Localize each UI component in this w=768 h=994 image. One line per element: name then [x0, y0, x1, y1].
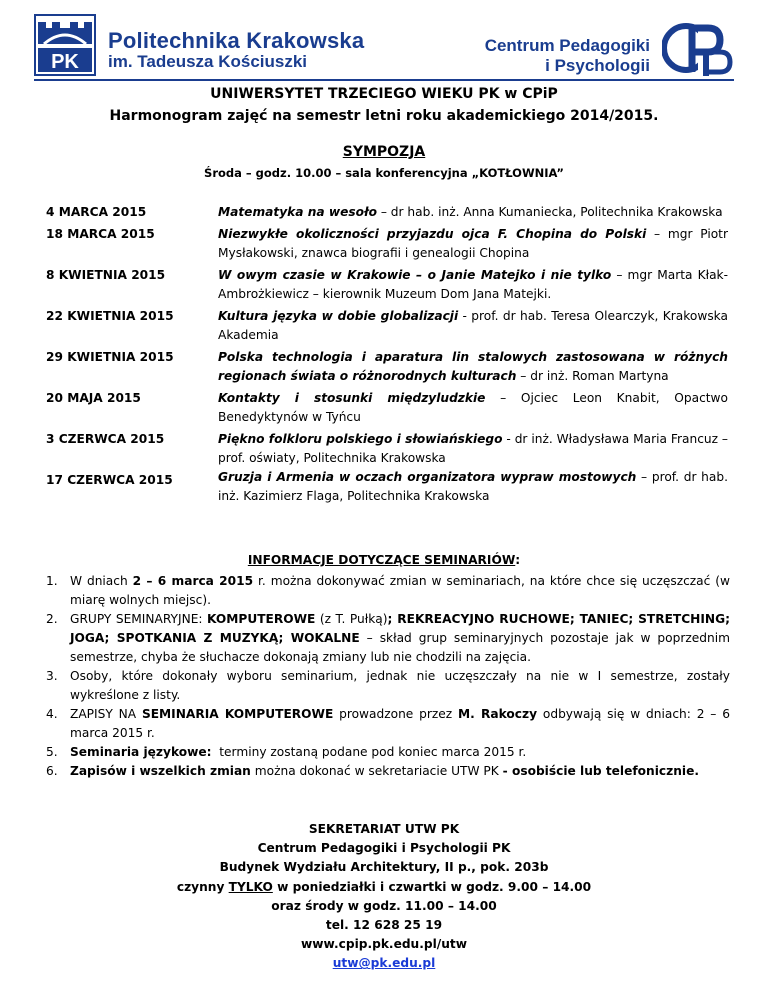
event-row [46, 389, 728, 427]
secretariat-address: Budynek Wydziału Architektury, II p., pok. 203b [219, 860, 549, 875]
event-title: Niezwykłe okoliczności przyjazdu ojca F. Chopina do Polski [218, 227, 647, 241]
event-speaker: - dr inż. Władysława Maria Francuz – prof. oświaty, Politechnika Krakowska [218, 432, 728, 465]
list-item [46, 572, 730, 610]
event-speaker: – mgr Piotr Mysłakowski, znawca biografii i genealogii Chopina [218, 227, 728, 260]
phone-number: tel. 12 628 25 19 [325, 918, 443, 933]
info-heading [0, 553, 768, 567]
secretariat-unit: Centrum Pedagogiki i Psychologii PK [257, 841, 511, 856]
event-title: Gruzja i Armenia w oczach organizatora wypraw mostowych [218, 470, 637, 484]
event-row [46, 225, 728, 263]
event-speaker: – dr hab. inż. Anna Kumaniecka, Politechnika Krakowska [376, 205, 723, 219]
item-text: terminy zostaną podane pod koniec marca 2015 r. [211, 745, 527, 759]
event-date: 22 KWIETNIA 2015 [46, 309, 174, 323]
item-text: Osoby, które dokonały wyboru seminarium, jednak nie uczęszczały na nie w I semestrze, zostały wykreślone z listy. [70, 669, 730, 702]
document-title: UNIWERSYTET TRZECIEGO WIEKU PK w CPiP [210, 86, 558, 102]
event-date: 3 CZERWCA 2015 [46, 432, 165, 446]
list-item [46, 667, 730, 705]
header-divider [34, 79, 734, 81]
event-speaker: – mgr Marta Kłak-Ambrożkiewicz – kierownik Muzeum Dom Jana Matejki. [218, 268, 728, 301]
office-hours-wednesday: oraz środy w godz. 11.00 – 14.00 [271, 898, 497, 913]
event-date: 20 MAJA 2015 [46, 391, 141, 405]
symposium-list [46, 203, 728, 509]
event-row [46, 203, 728, 222]
item-text: GRUPY SEMINARYJNE: [70, 612, 208, 626]
event-description [218, 430, 728, 468]
event-description [218, 225, 728, 263]
event-row [46, 348, 728, 386]
item-text: ZAPISY NA [70, 707, 142, 721]
info-heading-text: INFORMACJE DOTYCZĄCE SEMINARIÓW [247, 553, 516, 567]
event-row [46, 468, 728, 506]
letterhead [34, 10, 734, 80]
secretariat-contact [0, 820, 768, 974]
cpp-name-line1: Centrum Pedagogiki [484, 36, 650, 55]
website-url: www.cpip.pk.edu.pl/utw [301, 937, 467, 952]
item-number: 2. [46, 612, 58, 626]
event-description [218, 389, 728, 427]
schedule-note: Środa – godz. 10.00 – sala konferencyjna „KOTŁOWNIA” [204, 166, 564, 180]
item-text: r. można dokonywać zmian w seminariach, na które chce się uczęszczać (w miarę wolnych miejsc). [70, 574, 730, 607]
seminar-info-list [46, 572, 730, 781]
list-item [46, 705, 730, 743]
item-number: 4. [46, 707, 58, 721]
event-title: Kontakty i stosunki międzyludzkie [218, 391, 486, 405]
item-text-bold: M. Rakoczy [458, 707, 538, 721]
event-description [218, 348, 728, 386]
politechnika-krakowska-logo [34, 14, 96, 76]
event-description [218, 266, 728, 304]
item-text: – skład grup seminaryjnych pozostaje jak w poprzednim semestrze, chyba że słuchacze dokonają zmiany lub nie chodzili na zajęcia. [70, 631, 730, 664]
office-hours-text: w poniedziałki i czwartki w godz. 9.00 – 14.00 [272, 879, 592, 894]
item-text: (z T. Pułką) [315, 612, 388, 626]
event-title: Polska technologia i aparatura lin stalowych zastosowana w różnych regionach świata o różnorodnych kulturach [218, 350, 728, 383]
item-number: 5. [46, 745, 58, 759]
item-number: 6. [46, 764, 58, 778]
item-text-bold: Seminaria językowe: [70, 745, 212, 759]
secretariat-title: SEKRETARIAT UTW PK [308, 822, 460, 836]
email-link[interactable]: utw@pk.edu.pl [332, 956, 436, 971]
document-subtitle: Harmonogram zajęć na semestr letni roku akademickiego 2014/2015. [109, 108, 659, 124]
item-text-bold: KOMPUTEROWE [207, 612, 316, 626]
event-date: 8 KWIETNIA 2015 [46, 268, 166, 282]
item-text-bold: Zapisów i wszelkich zmian [70, 764, 251, 778]
pk-logo-letters: PK [51, 51, 79, 73]
office-hours [0, 878, 768, 897]
event-title: W owym czasie w Krakowie – o Janie Matejko i nie tylko [218, 268, 612, 282]
event-title: Piękno folkloru polskiego i słowiańskiego [218, 432, 503, 446]
section-heading: SYMPOZJA [342, 144, 426, 160]
item-text-bold: ; REKREACYJNO RUCHOWE; TANIEC; STRETCHING; JOGA; SPOTKANIA Z MUZYKĄ; WOKALNE [70, 612, 730, 645]
event-date: 4 MARCA 2015 [46, 205, 147, 219]
event-row [46, 266, 728, 304]
event-date: 18 MARCA 2015 [46, 227, 155, 241]
cpip-logo [662, 16, 734, 80]
item-text: odbywają się w dniach: 2 – 6 marca 2015 r. [70, 707, 730, 740]
office-hours-text: czynny [176, 879, 229, 894]
event-title: Matematyka na wesoło [218, 205, 377, 219]
cpp-name-line2: i Psychologii [545, 56, 650, 75]
item-text: można dokonać w sekretariacie UTW PK [250, 764, 503, 778]
list-item [46, 762, 730, 781]
item-text: W dniach [70, 574, 133, 588]
list-item [46, 743, 730, 762]
event-row [46, 307, 728, 345]
event-description [218, 203, 728, 222]
event-title: Kultura języka w dobie globalizacji [218, 309, 459, 323]
office-hours-only: TYLKO [228, 879, 273, 894]
university-patron: im. Tadeusza Kościuszki [108, 52, 308, 71]
item-text-bold: 2 – 6 marca 2015 [132, 574, 254, 588]
event-description [218, 468, 728, 506]
item-number: 3. [46, 669, 58, 683]
event-description [218, 307, 728, 345]
event-speaker: – dr inż. Roman Martyna [516, 369, 669, 383]
event-speaker: - prof. dr hab. Teresa Olearczyk, Krakowska Akademia [218, 309, 728, 342]
list-item [46, 610, 730, 667]
item-number: 1. [46, 574, 58, 588]
university-name: Politechnika Krakowska [108, 28, 365, 53]
event-speaker: – Ojciec Leon Knabit, Opactwo Benedyktynów w Tyńcu [218, 391, 728, 424]
event-speaker: – prof. dr hab. inż. Kazimierz Flaga, Politechnika Krakowska [218, 470, 728, 503]
event-date: 17 CZERWCA 2015 [46, 473, 173, 487]
item-text-bold: - osobiście lub telefonicznie. [502, 764, 699, 778]
item-text-bold: SEMINARIA KOMPUTEROWE [141, 707, 334, 721]
item-text: prowadzone przez [333, 707, 459, 721]
event-row [46, 430, 728, 468]
event-date: 29 KWIETNIA 2015 [46, 350, 174, 364]
info-heading-colon: : [515, 553, 521, 567]
